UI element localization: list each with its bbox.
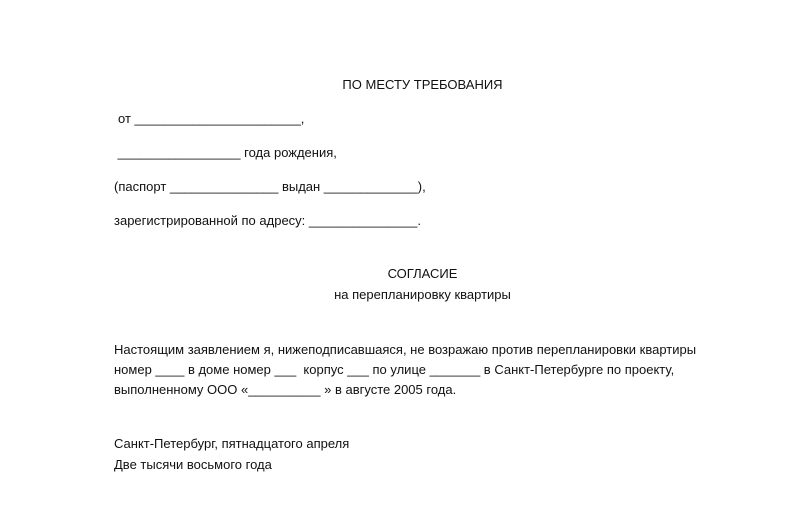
from-line: от _______________________, <box>118 111 305 126</box>
place-date: Санкт-Петербург, пятнадцатого апреля <box>114 436 350 451</box>
birth-line: _________________ года рождения, <box>114 145 337 160</box>
document-subtitle: на перепланировку квартиры <box>334 287 511 302</box>
address-line: зарегистрированной по адресу: _______________. <box>114 213 421 228</box>
document-title: СОГЛАСИЕ <box>387 266 458 281</box>
body-line-3: выполненному ООО «__________ » в августе 2005 года. <box>114 382 457 397</box>
addressee: ПО МЕСТУ ТРЕБОВАНИЯ <box>342 77 503 92</box>
body-line-2: номер ____ в доме номер ___ корпус ___ по улице _______ в Санкт-Петербурге по проекту, <box>114 362 675 377</box>
year-line: Две тысячи восьмого года <box>114 457 272 472</box>
body-line-1: Настоящим заявлением я, нижеподписавшаяся, не возражаю против перепланировки квартиры <box>114 342 697 357</box>
passport-line: (паспорт _______________ выдан _____________), <box>114 179 426 194</box>
